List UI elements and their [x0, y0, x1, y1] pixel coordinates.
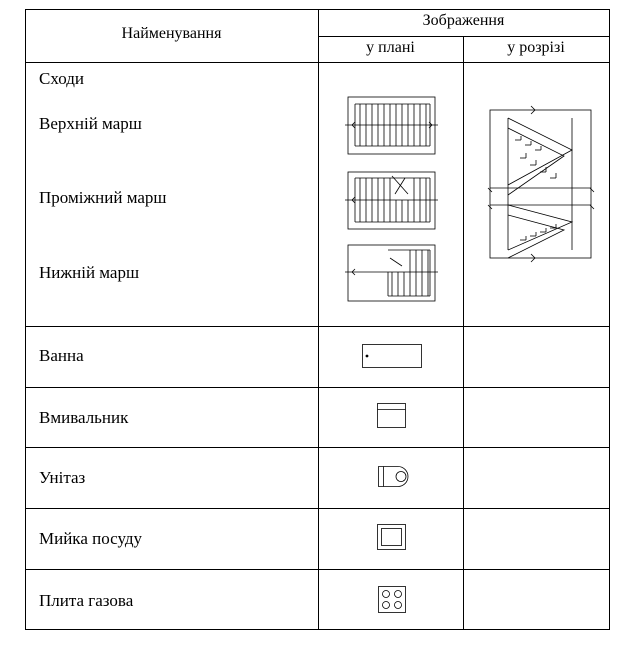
toilet-icon	[379, 467, 409, 487]
middle-flight-plan-icon	[345, 172, 438, 229]
header-image: Зображення	[422, 12, 505, 29]
washbasin-icon	[378, 404, 406, 428]
stairs-section-icon	[488, 106, 594, 262]
stairs-title: Сходи	[39, 69, 84, 88]
middle-flight-label: Проміжний марш	[39, 188, 167, 207]
gas-stove-icon	[379, 587, 406, 613]
row-label-gas-stove: Плита газова	[39, 591, 134, 610]
row-label-washbasin: Вмивальник	[39, 408, 129, 427]
upper-flight-label: Верхній марш	[39, 114, 142, 133]
kitchen-sink-icon	[378, 525, 406, 550]
header-name: Найменування	[121, 25, 222, 42]
row-label-toilet: Унітаз	[39, 468, 86, 487]
lower-flight-plan-icon	[345, 245, 438, 301]
header-in-plan: у плані	[366, 39, 415, 56]
row-label-kitchen-sink: Мийка посуду	[39, 529, 143, 548]
header-in-section: у розрізі	[507, 39, 565, 56]
bathtub-icon	[363, 345, 422, 368]
row-label-bathtub: Ванна	[39, 346, 84, 365]
lower-flight-label: Нижній марш	[39, 263, 140, 282]
upper-flight-plan-icon	[345, 97, 438, 154]
